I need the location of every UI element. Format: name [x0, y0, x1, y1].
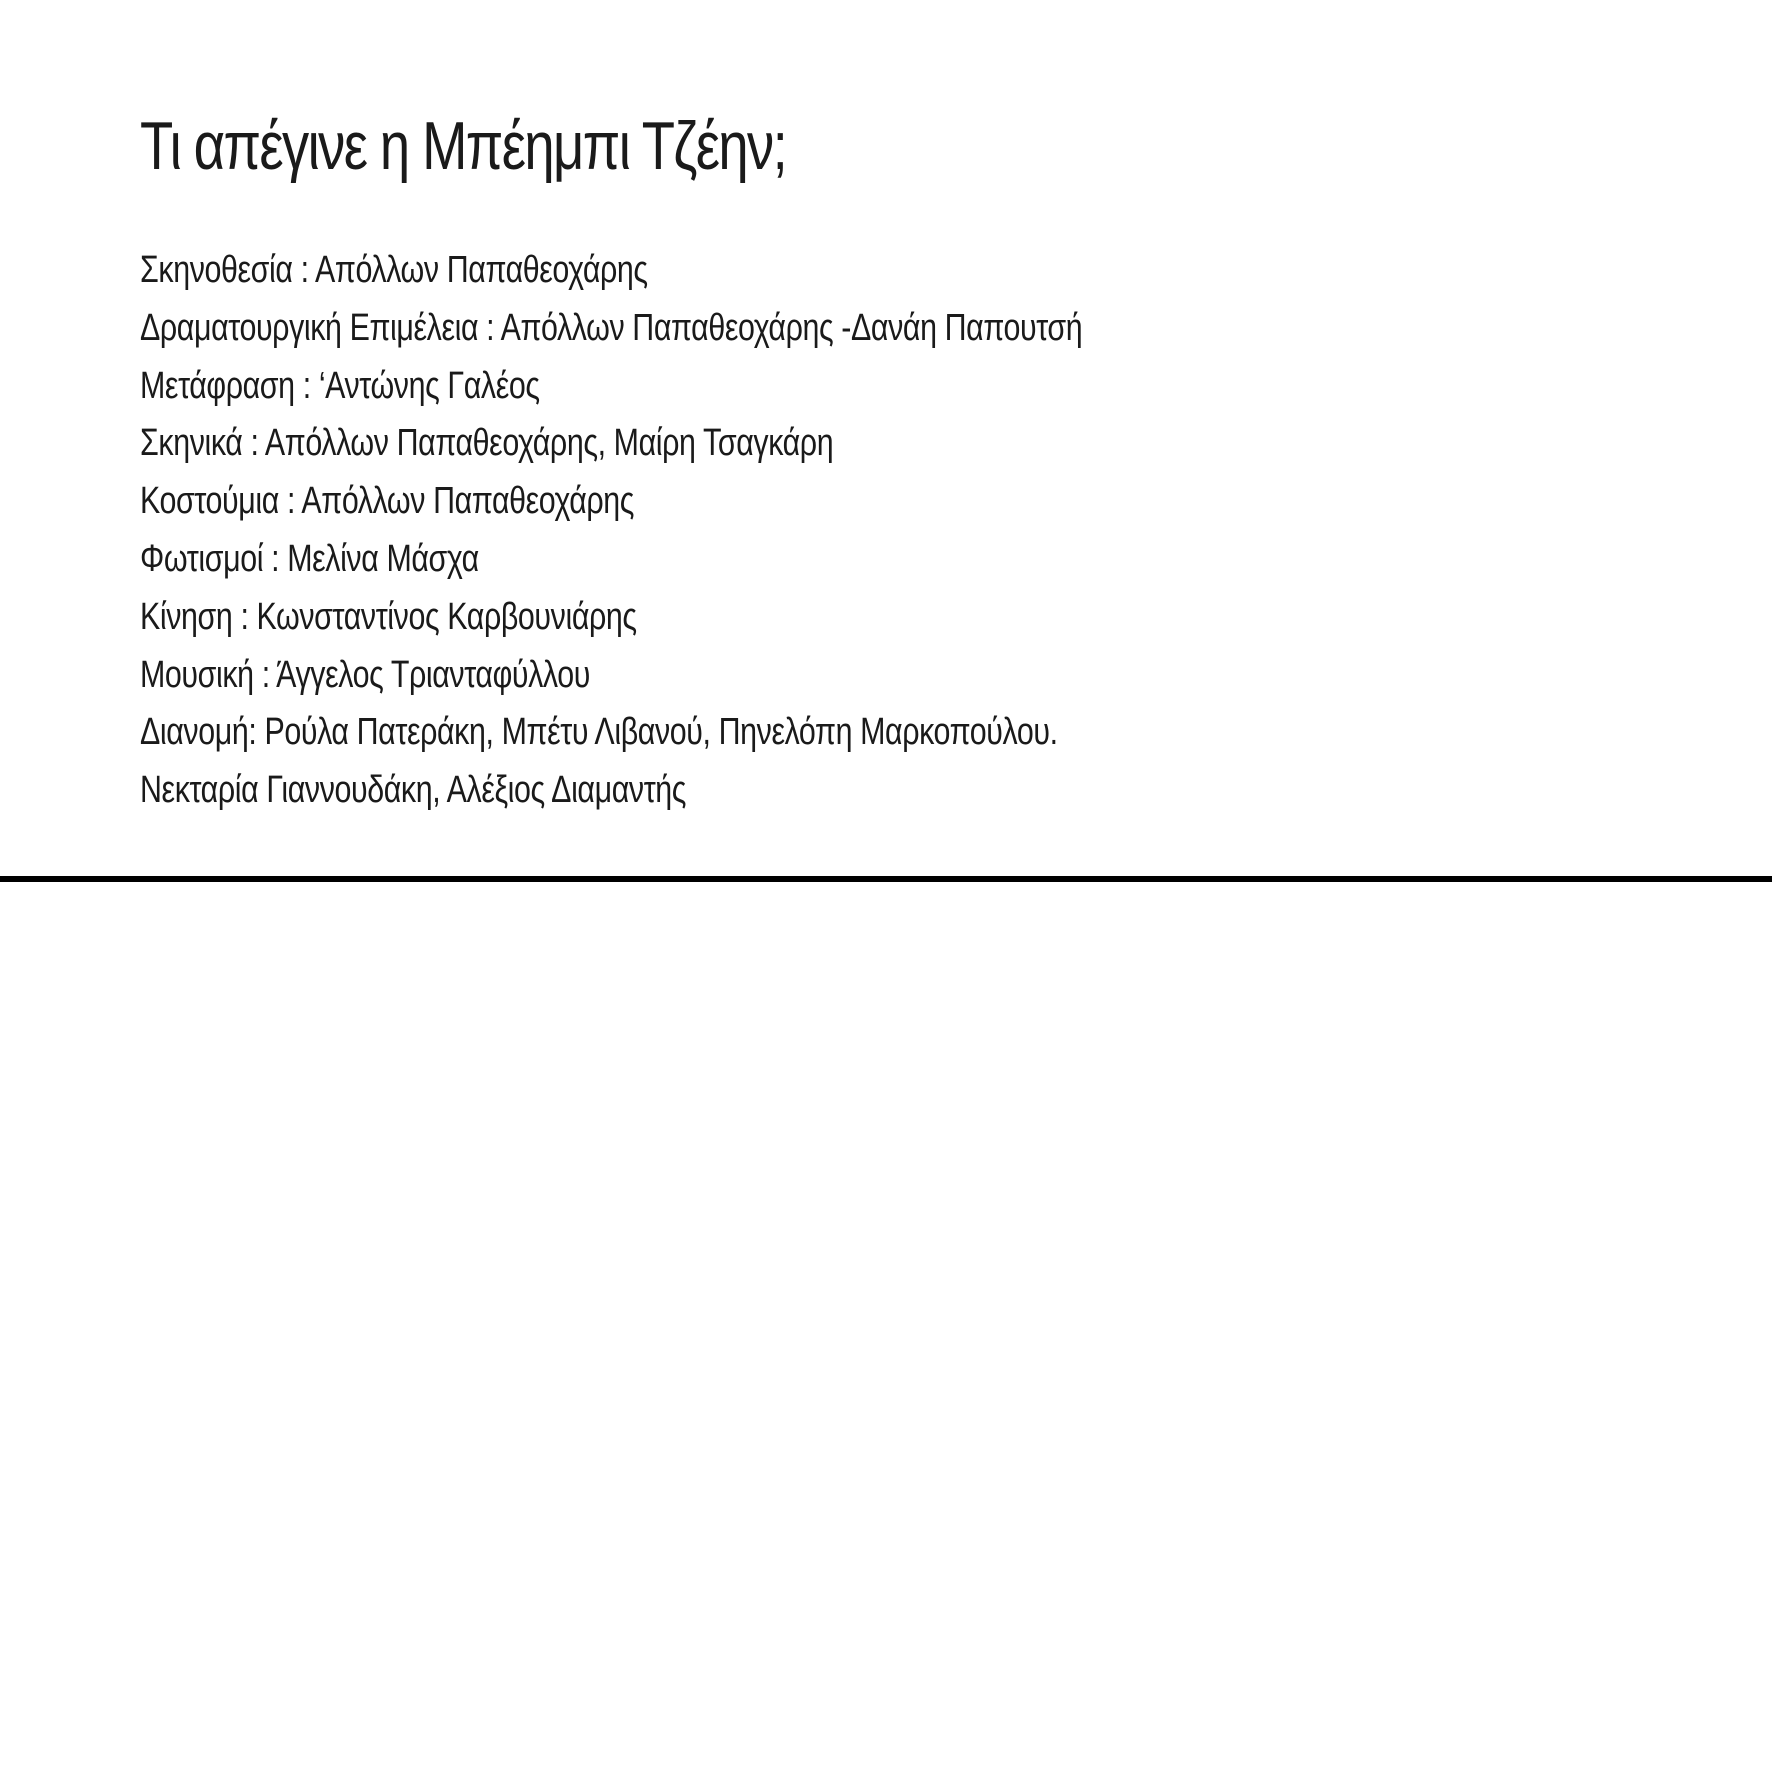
- credit-line-direction: Σκηνοθεσία : Απόλλων Παπαθεοχάρης: [140, 249, 648, 291]
- credit-line-lighting: Φωτισμοί : Μελίνα Μάσχα: [140, 537, 479, 580]
- credit-line-cast: Διανομή: Ρούλα Πατεράκη, Μπέτυ Λιβανού, Πηνελόπη Μαρκοπούλου.: [140, 711, 1058, 754]
- credit-line-costumes: Κοστούμια : Απόλλων Παπαθεοχάρης: [140, 480, 635, 523]
- credit-line-sets: Σκηνικά : Απόλλων Παπαθεοχάρης, Μαίρη Τσαγκάρη: [140, 422, 834, 465]
- page-title: Τι απέγινε η Μπέημπι Τζέην;: [140, 108, 787, 184]
- credit-line-translation: Μετάφραση : ‘Αντώνης Γαλέος: [140, 364, 540, 407]
- credits-list: [140, 242, 1318, 820]
- credit-line-dramaturgy: Δραματουργική Επιμέλεια : Απόλλων Παπαθεοχάρης -Δανάη Παπουτσή: [140, 306, 1083, 349]
- credit-line-music: Μουσική : Άγγελος Τριανταφύλλου: [140, 653, 590, 696]
- horizontal-divider: [0, 876, 1772, 882]
- credit-line-cast-continued: Νεκταρία Γιαννουδάκη, Αλέξιος Διαμαντής: [140, 769, 687, 812]
- credit-line-movement: Κίνηση : Κωνσταντίνος Καρβουνιάρης: [140, 595, 637, 638]
